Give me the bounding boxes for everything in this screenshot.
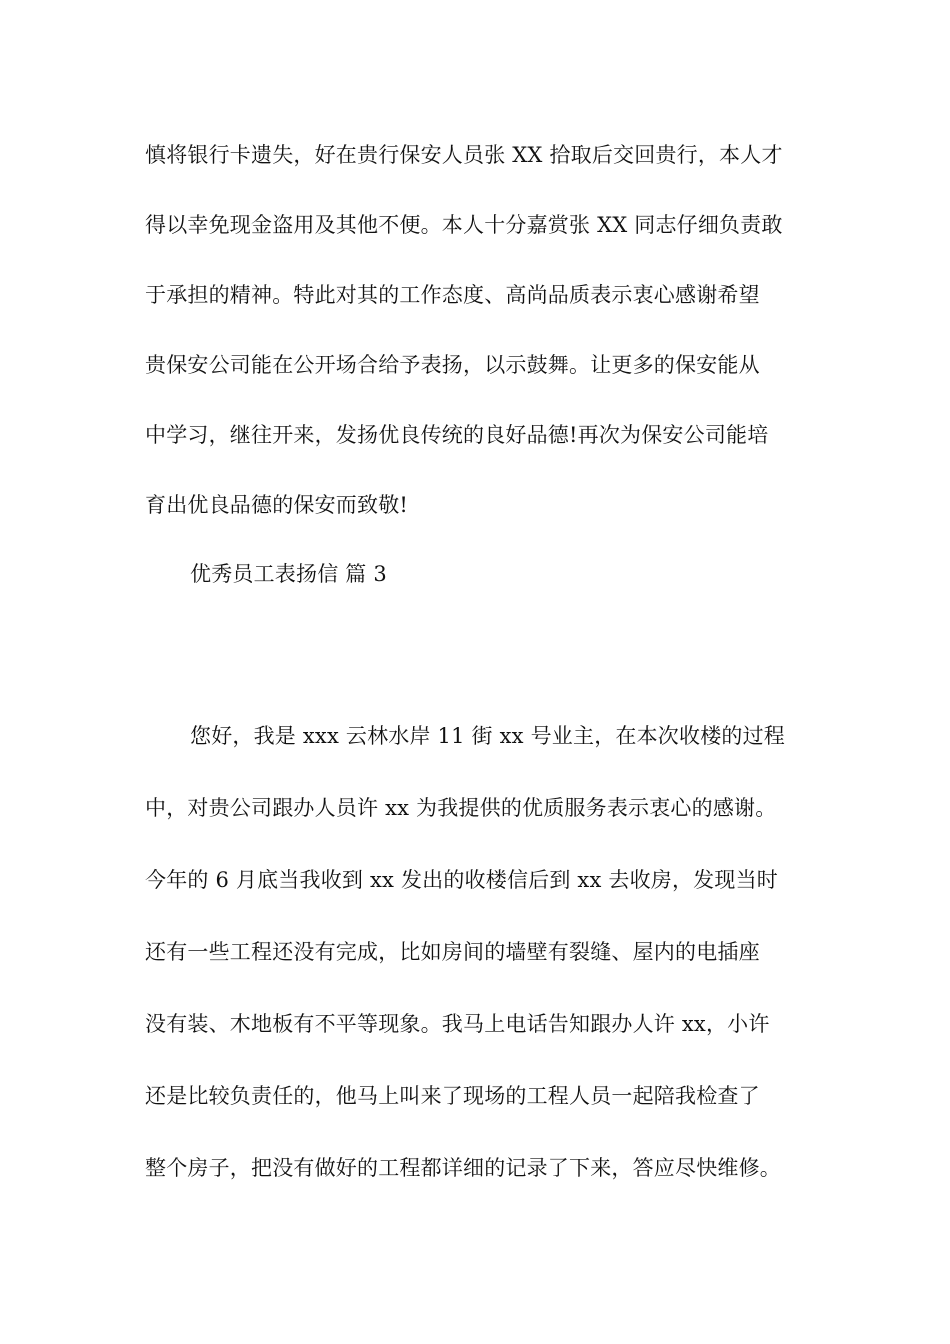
paragraph-line: 整个房子，把没有做好的工程都详细的记录了下来，答应尽快维修。 [145, 1156, 781, 1180]
paragraph-line: 中学习，继往开来，发扬优良传统的良好品德!再次为保安公司能培 [145, 423, 769, 447]
paragraph-line: 中，对贵公司跟办人员许 xx 为我提供的优质服务表示衷心的感谢。 [145, 796, 777, 820]
section-heading: 优秀员工表扬信 篇 3 [190, 562, 387, 586]
paragraph-line: 贵保安公司能在公开场合给予表扬，以示鼓舞。让更多的保安能从 [145, 353, 760, 377]
paragraph-line: 育出优良品德的保安而致敬! [145, 493, 409, 517]
paragraph-line: 还有一些工程还没有完成，比如房间的墙壁有裂缝、屋内的电插座 [145, 940, 760, 964]
paragraph-line: 没有装、木地板有不平等现象。我马上电话告知跟办人许 xx，小许 [145, 1012, 770, 1036]
paragraph-line: 慎将银行卡遗失，好在贵行保安人员张 XX 拾取后交回贵行，本人才 [145, 143, 783, 167]
paragraph-line: 还是比较负责任的，他马上叫来了现场的工程人员一起陪我检查了 [145, 1084, 760, 1108]
paragraph-line: 您好，我是 xxx 云林水岸 11 街 xx 号业主，在本次收楼的过程 [190, 724, 785, 748]
paragraph-line: 于承担的精神。特此对其的工作态度、高尚品质表示衷心感谢希望 [145, 283, 760, 307]
paragraph-line: 今年的 6 月底当我收到 xx 发出的收楼信后到 xx 去收房，发现当时 [145, 868, 778, 892]
paragraph-line: 得以幸免现金盗用及其他不便。本人十分嘉赏张 XX 同志仔细负责敢 [145, 213, 783, 237]
